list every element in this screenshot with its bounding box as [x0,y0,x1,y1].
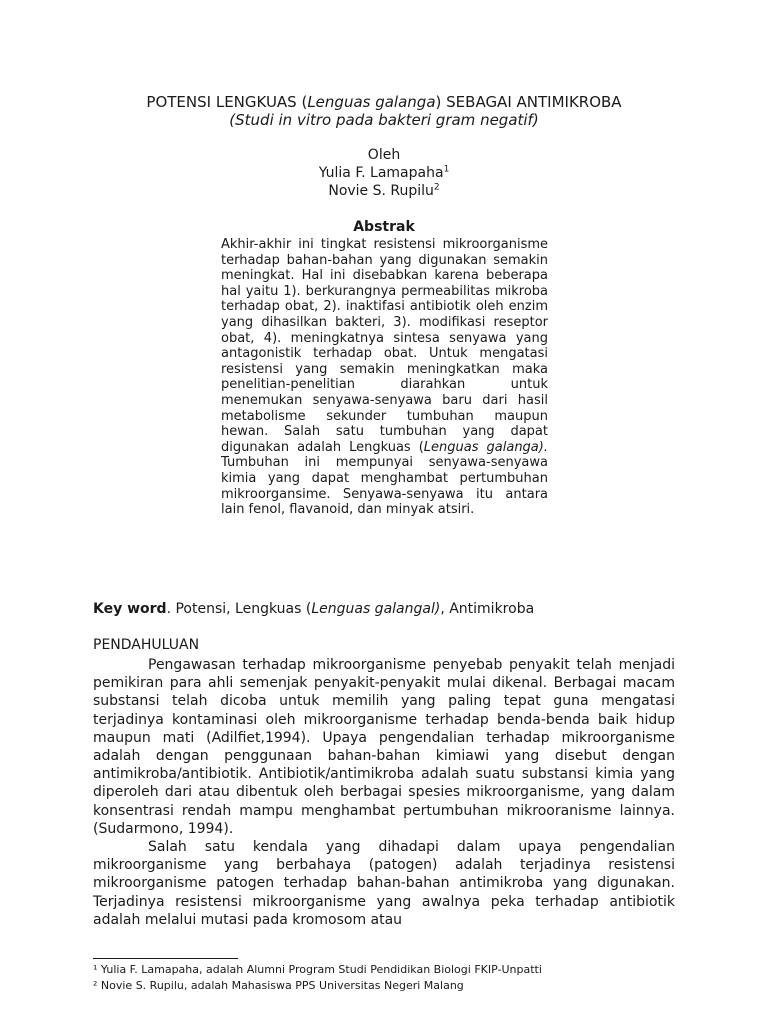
keywords-text-start: . Potensi, Lengkuas ( [166,601,312,617]
author-2-footnote-mark: 2 [433,182,440,193]
footnote-2: ² Novie S. Rupilu, adalah Mahasiswa PPS Universitas Negeri Malang [93,978,464,992]
abstract-species-name: Lenguas galanga). [423,439,548,455]
title-species-name: Lenguas galanga [307,93,436,111]
by-line: Oleh [367,147,401,163]
paper-title [0,93,768,112]
author-block [0,146,768,200]
abstract-body [221,237,548,518]
author-1-footnote-mark: 1 [443,164,450,175]
author-2 [0,182,768,200]
keywords-species-name: Lenguas galangal) [311,601,441,617]
footnote-divider [93,958,238,959]
section-body [93,656,675,929]
author-1-name: Yulia F. Lamapaha [318,165,444,181]
title-text-end: ) SEBAGAI ANTIMIKROBA [435,93,622,111]
paragraph-2: Salah satu kendala yang dihadapi dalam upaya pengendalian mikroorganisme yang berbahaya (patogen) adalah terjadinya resistensi mikroorganisme patogen terhadap bahan-bahan antimikroba yang digunakan. Terjadinya resistensi mikroorganisme yang awalnya peka terhadap antibiotik adalah melalui mutasi pada kromosom atau [93,839,675,928]
abstract-text-end: Tumbuhan ini mempunyai senyawa-senyawa kimia yang dapat menghambat pertumbuhan mikroorgansime. Senyawa-senyawa itu antara lain fenol, flavanoid, dan minyak atsiri. [221,455,548,518]
paragraph-1: Pengawasan terhadap mikroorganisme penyebab penyakit telah menjadi pemikiran para ahli semenjak penyakit-penyakit mulai dikenal. Berbagai macam substansi telah dicoba untuk memilih yang paling tepat guna mengatasi terjadinya kontaminasi oleh mikroorganisme terhadap benda-benda baik hidup maupun mati (Adilfiet,1994). Upaya pengendalian terhadap mikroorganisme adalah dengan penggunaan bahan-bahan kimiawi yang disebut dengan antimikroba/antibiotik. Antibiotik/antimikroba adalah suatu substansi kimia yang diperoleh dari atau dibentuk oleh berbagai spesies mikroorganisme, yang dalam konsentrasi rendah mampu menghambat pertumbuhan mikrooranisme lainnya. (Sudarmono, 1994). [93,657,675,837]
author-2-name: Novie S. Rupilu [328,183,434,199]
abstract-heading: Abstrak [353,219,415,235]
footnote-1: ¹ Yulia F. Lamapaha, adalah Alumni Program Studi Pendidikan Biologi FKIP-Unpatti [93,963,542,976]
abstract-text-start: Akhir-akhir ini tingkat resistensi mikroorganisme terhadap bahan-bahan yang digunakan semakin meningkat. Hal ini disebabkan karena beberapa hal yaitu 1). berkurangnya permeabilitas mikroba terhadap obat, 2). inaktifasi antibiotik oleh enzim yang dihasilkan bakteri, 3). modifikasi reseptor obat, 4). meningkatnya sintesa senyawa yang antagonistik terhadap obat. Untuk mengatasi resistensi yang semakin meningkatkan maka penelitian-penelitian diarahkan untuk menemukan senyawa-senyawa baru dari hasil metabolisme sekunder tumbuhan maupun hewan. Salah satu tumbuhan yang dapat digunakan adalah Lengkuas ( [221,237,548,455]
keywords-line [93,600,673,618]
section-heading: PENDAHULUAN [93,637,200,653]
paper-subtitle: (Studi in vitro pada bakteri gram negatif) [229,111,539,129]
title-text-start: POTENSI LENGKUAS ( [146,93,308,111]
keywords-label: Key word [93,601,167,617]
keywords-text-end: , Antimikroba [440,601,535,617]
footnotes [93,962,693,993]
author-1 [0,164,768,182]
